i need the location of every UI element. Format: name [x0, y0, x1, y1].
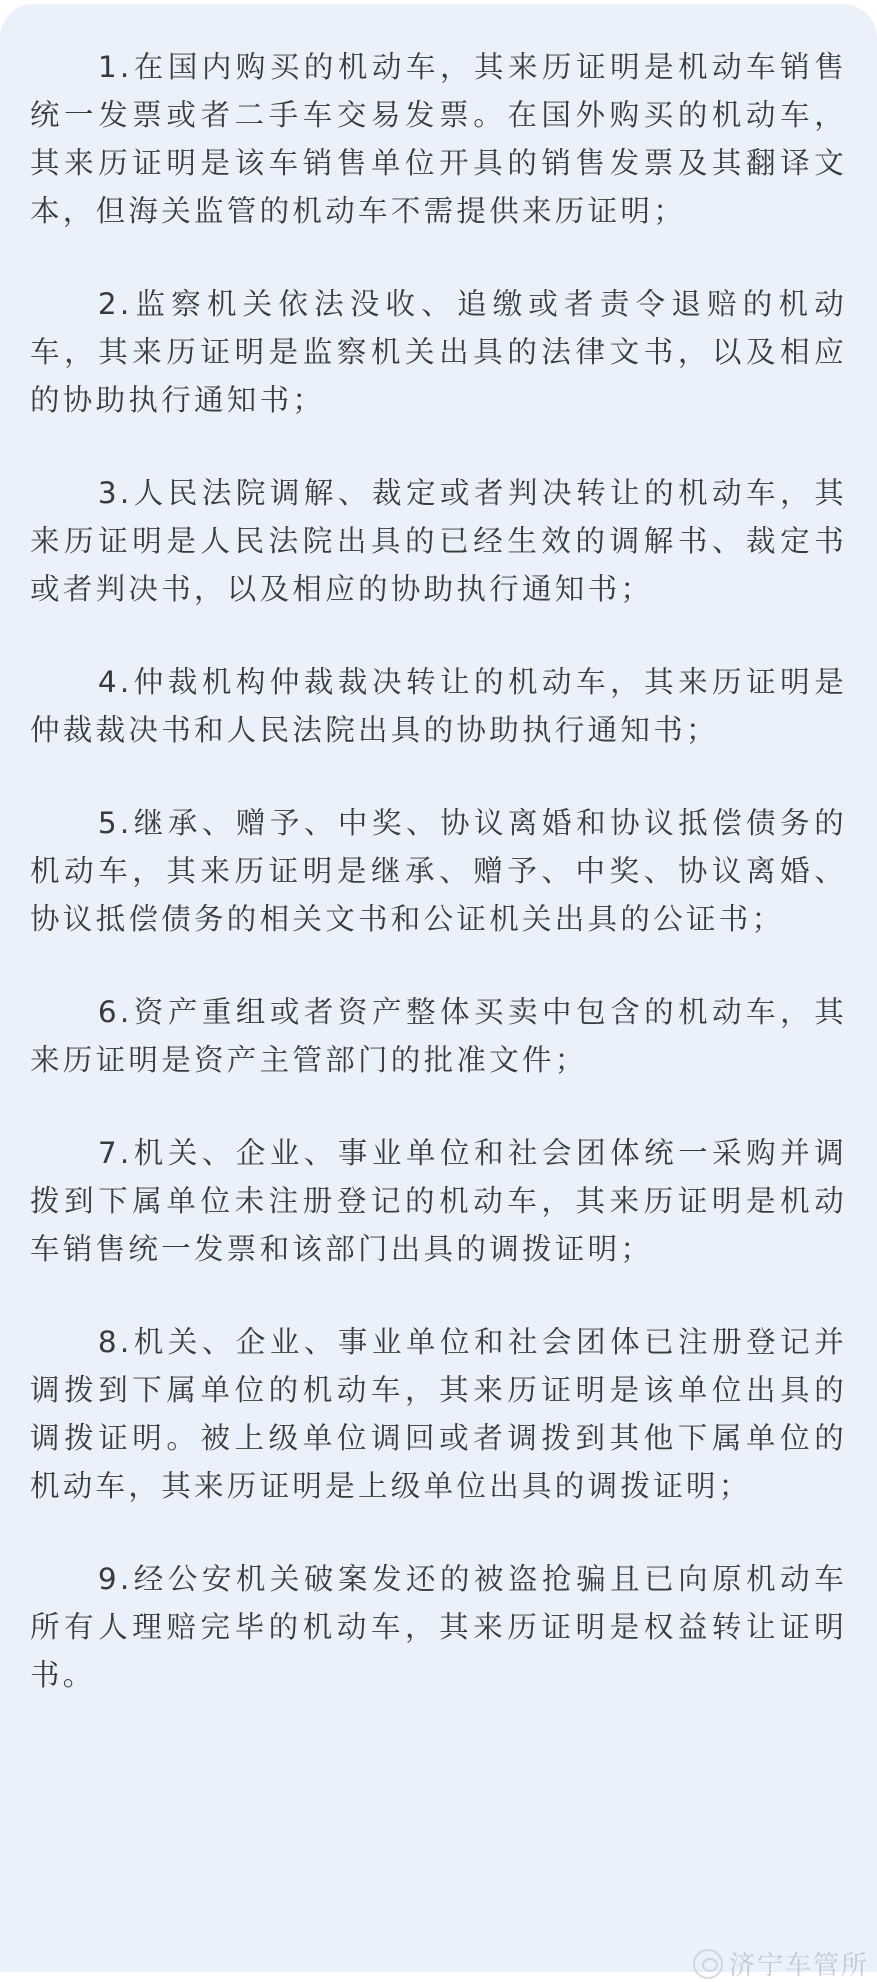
paragraph-5 — [30, 799, 847, 943]
paragraph-text: 1.在国内购买的机动车，其来历证明是机动车销售统一发票或者二手车交易发票。在国外购买的机动车，其来历证明是该车销售单位开具的销售发票及其翻译文本，但海关监管的机动车不需提供来历证明； — [30, 50, 847, 228]
paragraph-text: 3.人民法院调解、裁定或者判决转让的机动车，其来历证明是人民法院出具的已经生效的调解书、裁定书或者判决书，以及相应的协助执行通知书； — [30, 476, 847, 606]
paragraph-text: 8.机关、企业、事业单位和社会团体已注册登记并调拨到下属单位的机动车，其来历证明是该单位出具的调拨证明。被上级单位调回或者调拨到其他下属单位的机动车，其来历证明是上级单位出具的调拨证明； — [30, 1325, 847, 1503]
paragraph-4 — [30, 658, 847, 754]
document-card — [0, 4, 877, 1981]
paragraph-text: 2.监察机关依法没收、追缴或者责令退赔的机动车，其来历证明是监察机关出具的法律文书，以及相应的协助执行通知书； — [30, 287, 847, 417]
paragraph-text: 4.仲裁机构仲裁裁决转让的机动车，其来历证明是仲裁裁决书和人民法院出具的协助执行通知书； — [30, 665, 847, 747]
paragraph-1 — [30, 43, 847, 235]
paragraph-9 — [30, 1555, 847, 1699]
wechat-official-account-icon — [693, 1949, 723, 1979]
paragraph-text: 5.继承、赠予、中奖、协议离婚和协议抵偿债务的机动车，其来历证明是继承、赠予、中奖、协议离婚、协议抵偿债务的相关文书和公证机关出具的公证书； — [30, 806, 847, 936]
paragraph-text: 9.经公安机关破案发还的被盗抢骗且已向原机动车所有人理赔完毕的机动车，其来历证明是权益转让证明书。 — [30, 1562, 847, 1692]
watermark-text: 济宁车管所 — [728, 1951, 869, 1981]
paragraph-text: 6.资产重组或者资产整体买卖中包含的机动车，其来历证明是资产主管部门的批准文件； — [30, 995, 847, 1077]
paragraph-6 — [30, 988, 847, 1084]
paragraph-text: 7.机关、企业、事业单位和社会团体统一采购并调拨到下属单位未注册登记的机动车，其来历证明是机动车销售统一发票和该部门出具的调拨证明； — [30, 1136, 847, 1266]
paragraph-3 — [30, 469, 847, 613]
paragraph-2 — [30, 280, 847, 424]
watermark — [693, 1945, 869, 1982]
paragraph-8 — [30, 1318, 847, 1510]
paragraph-7 — [30, 1129, 847, 1273]
